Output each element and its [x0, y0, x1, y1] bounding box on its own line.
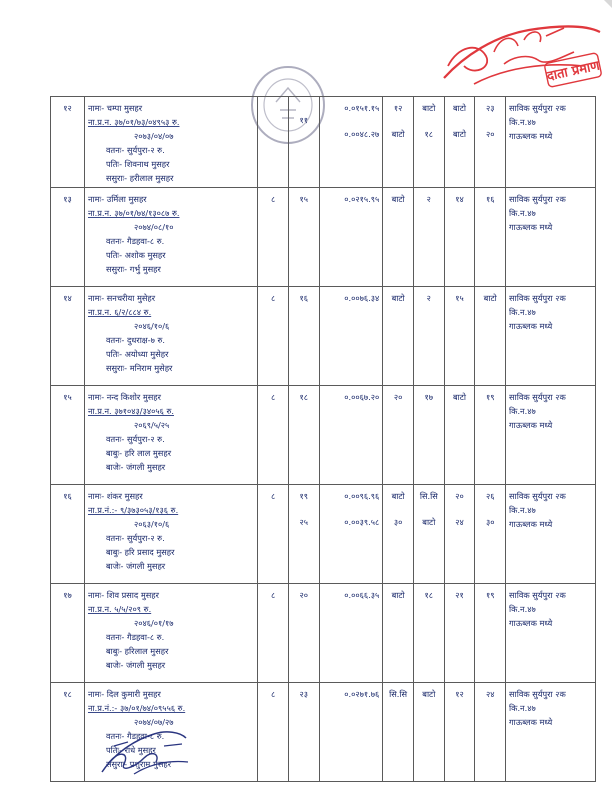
- boundary-north-second: २४: [455, 517, 464, 527]
- serial-number-cell: [51, 683, 85, 782]
- remark-line: साविक सुर्यपुरा २क: [509, 293, 566, 303]
- owner-detail-line: वतनः- सुर्यपुरा-२ रु.: [105, 533, 165, 543]
- area: ०.००९६.९६: [344, 491, 380, 501]
- remark-line: गाऊब्लक मध्ये: [509, 131, 553, 141]
- owner-detail-line: २०७३/०४/०७: [133, 131, 174, 141]
- area: ०.००६६.३५: [344, 590, 380, 600]
- boundary-north: बाटो: [452, 103, 467, 113]
- boundary-south-cell: [475, 584, 506, 683]
- boundary-east-cell: [383, 97, 414, 188]
- serial-number: १६: [63, 491, 72, 501]
- area: ०.००७६.३४: [344, 293, 380, 303]
- plot-number: १८: [299, 392, 309, 402]
- owner-details-cell: [84, 386, 257, 485]
- boundary-west: १८: [424, 590, 434, 600]
- serial-number: १३: [63, 194, 72, 204]
- serial-number: १२: [63, 103, 72, 113]
- stamp-text: दाता प्रमाण: [545, 58, 602, 85]
- area: ०.०२१५.९५: [344, 194, 380, 204]
- boundary-west-cell: [413, 584, 444, 683]
- owner-detail-line: ससुराः- हरीलाल मुसहर: [105, 173, 174, 183]
- remarks-cell: [506, 584, 596, 683]
- owner-detail-line: ना.प्र.न. ६/२/८८४ रु.: [87, 307, 152, 317]
- remarks-cell: [506, 485, 596, 584]
- serial-number-cell: [51, 584, 85, 683]
- remark-line: गाऊब्लक मध्ये: [509, 618, 553, 628]
- map-sheet-cell: [258, 188, 289, 287]
- owner-detail-line: बाबुः- हरिलाल मुसहर: [105, 646, 169, 656]
- boundary-east: १२: [393, 103, 403, 113]
- map-sheet-cell: [258, 287, 289, 386]
- owner-detail-line: वतनः- सुर्यपुरा-२ रु.: [105, 434, 165, 444]
- owner-detail-line: नामः- दिल कुमारी मुसहर: [87, 689, 161, 699]
- boundary-south-second: ३०: [485, 517, 495, 527]
- owner-detail-line: २०४६/०१/१७: [133, 618, 174, 628]
- remark-line: गाऊब्लक मध्ये: [509, 222, 553, 232]
- boundary-east-second: ३०: [393, 517, 403, 527]
- map-sheet: ८: [270, 491, 276, 501]
- owner-detail-line: बाजेः- जंगली मुसहर: [105, 462, 166, 472]
- boundary-west-cell: [413, 683, 444, 782]
- plot-number-second: २५: [299, 517, 309, 527]
- remarks-cell: [506, 386, 596, 485]
- serial-number: १५: [63, 392, 72, 402]
- boundary-west-cell: [413, 485, 444, 584]
- boundary-west: बाटो: [422, 103, 436, 113]
- remark-line: गाऊब्लक मध्ये: [509, 717, 553, 727]
- area-cell: [319, 683, 383, 782]
- remark-line: कि.न.४७: [509, 208, 536, 218]
- table-row: [51, 188, 596, 287]
- map-sheet: ८: [270, 194, 276, 204]
- map-sheet: ८: [270, 689, 276, 699]
- owner-detail-line: वतनः- गैडहवा-८ रु.: [105, 236, 165, 246]
- remarks-cell: [506, 188, 596, 287]
- office-stamp: [434, 6, 604, 92]
- plot-number-cell: [288, 97, 319, 188]
- serial-number: १८: [63, 689, 72, 699]
- signature: [94, 724, 194, 782]
- plot-number-cell: [288, 683, 319, 782]
- boundary-south-cell: [475, 97, 506, 188]
- owner-detail-line: २०७४/०८/१०: [133, 222, 174, 232]
- boundary-east-cell: [383, 386, 414, 485]
- remark-line: साविक सुर्यपुरा २क: [509, 689, 566, 699]
- table-row: [51, 97, 596, 188]
- boundary-north: २१: [455, 590, 464, 600]
- boundary-east-cell: [383, 584, 414, 683]
- remark-line: कि.न.४७: [509, 604, 536, 614]
- map-sheet-cell: [258, 584, 289, 683]
- remark-line: कि.न.४७: [509, 406, 536, 416]
- boundary-west: सि.सि: [419, 491, 438, 501]
- boundary-west-cell: [413, 287, 444, 386]
- boundary-north-cell: [444, 485, 475, 584]
- serial-number-cell: [51, 188, 85, 287]
- plot-number: १६: [299, 293, 309, 303]
- owner-detail-line: ना.प्र.न. ३७१०४३/३४०५६ रु.: [87, 406, 174, 416]
- boundary-east: २०: [393, 392, 403, 402]
- boundary-north-cell: [444, 584, 475, 683]
- boundary-south-cell: [475, 188, 506, 287]
- boundary-west: २: [426, 293, 431, 303]
- serial-number-cell: [51, 97, 85, 188]
- owner-detail-line: २०६९/५/२५: [133, 420, 170, 430]
- boundary-south-cell: [475, 485, 506, 584]
- table-row: [51, 386, 596, 485]
- owner-detail-line: २०७४/०७/२७: [133, 717, 174, 727]
- boundary-north-cell: [444, 386, 475, 485]
- plot-number: २०: [299, 590, 309, 600]
- remarks-cell: [506, 287, 596, 386]
- map-sheet: ८: [270, 590, 276, 600]
- boundary-south-cell: [475, 683, 506, 782]
- area-second: ०.००३९.५८: [344, 517, 380, 527]
- owner-detail-line: बाबुः- हरि लाल मुसहर: [105, 448, 172, 458]
- owner-detail-line: ना.प्र.न. ३७/०१/७३/०४९५३ रु.: [87, 117, 180, 127]
- map-sheet-cell: [258, 485, 289, 584]
- boundary-south: बाटो: [483, 293, 497, 303]
- area-cell: [319, 386, 383, 485]
- owner-detail-line: पतिः- राधे मुसहर: [105, 745, 156, 755]
- plot-number: १९: [299, 491, 309, 501]
- boundary-west-cell: [413, 188, 444, 287]
- owner-detail-line: ना.प्र.नं.:- ९/३७३०५३/१३६ रु.: [87, 505, 179, 515]
- owner-details-cell: [84, 97, 257, 188]
- boundary-south: १६: [485, 194, 495, 204]
- records-body: [51, 97, 596, 782]
- boundary-south: १९: [485, 392, 495, 402]
- boundary-north: १४: [455, 194, 464, 204]
- owner-detail-line: २०६३/१०/६: [133, 519, 170, 529]
- remark-line: कि.न.४७: [509, 505, 536, 515]
- area-cell: [319, 485, 383, 584]
- area-cell: [319, 97, 383, 188]
- plot-number-cell: [288, 485, 319, 584]
- boundary-west-second: १८: [424, 129, 434, 139]
- plot-number: २३: [299, 689, 309, 699]
- map-sheet-cell: [258, 97, 289, 188]
- owner-detail-line: ससुराः- गर्भु मुसहर: [105, 264, 161, 274]
- owner-detail-line: बाजेः- जंगली मुसहर: [105, 561, 166, 571]
- owner-detail-line: नामः- उर्मिला मुसहर: [87, 194, 147, 204]
- remark-line: साविक सुर्यपुरा २क: [509, 194, 566, 204]
- owner-detail-line: २०४६/१०/६: [133, 321, 170, 331]
- table-row: [51, 485, 596, 584]
- remark-line: गाऊब्लक मध्ये: [509, 519, 553, 529]
- plot-number: १५: [299, 194, 309, 204]
- remarks-cell: [506, 683, 596, 782]
- table-row: [51, 584, 596, 683]
- boundary-east-cell: [383, 188, 414, 287]
- boundary-west-cell: [413, 386, 444, 485]
- boundary-east: बाटो: [391, 590, 405, 600]
- boundary-south: २६: [485, 491, 495, 501]
- remark-line: साविक सुर्यपुरा २क: [509, 590, 566, 600]
- boundary-east-second: बाटो: [391, 129, 405, 139]
- owner-detail-line: ससुराः- प्रशुराम मुसहर: [105, 759, 172, 769]
- boundary-south-second: २०: [485, 129, 495, 139]
- owner-detail-line: वतनः- सुर्यपुरा-२ रु.: [105, 145, 165, 155]
- boundary-north-second: बाटो: [452, 129, 467, 139]
- owner-detail-line: नामः- सनचरीया मुसेहर: [87, 293, 156, 303]
- land-records-table: [50, 96, 596, 782]
- owner-detail-line: ना.प्र.न. ५/५/२०९ रु.: [87, 604, 152, 614]
- remark-line: गाऊब्लक मध्ये: [509, 321, 553, 331]
- area: ०.०१५१.१५: [344, 103, 380, 113]
- owner-details-cell: [84, 485, 257, 584]
- boundary-west: बाटो: [422, 689, 436, 699]
- serial-number: १४: [63, 293, 72, 303]
- owner-detail-line: ससुराः- मनिराम मुसेहर: [105, 363, 173, 373]
- boundary-south: २३: [485, 103, 495, 113]
- serial-number-cell: [51, 287, 85, 386]
- table-row: [51, 287, 596, 386]
- boundary-south-cell: [475, 386, 506, 485]
- boundary-north: १२: [455, 689, 464, 699]
- area: ०.०२७१.७६: [344, 689, 380, 699]
- boundary-east-cell: [383, 485, 414, 584]
- boundary-south: २४: [485, 689, 495, 699]
- area-cell: [319, 287, 383, 386]
- boundary-west: २: [426, 194, 431, 204]
- owner-detail-line: बाजेः- जंगली मुसहर: [105, 660, 166, 670]
- owner-details-cell: [84, 584, 257, 683]
- owner-details-cell: [84, 188, 257, 287]
- remark-line: कि.न.४७: [509, 117, 536, 127]
- owner-detail-line: पतिः- अशोक मुसहर: [105, 250, 166, 260]
- boundary-east: बाटो: [391, 491, 405, 501]
- owner-detail-line: ना.प्र.नं.:- ३७/०१/७४/०९५५६ रु.: [87, 703, 186, 713]
- area-cell: [319, 584, 383, 683]
- map-sheet-cell: [258, 683, 289, 782]
- boundary-north-cell: [444, 287, 475, 386]
- boundary-east: बाटो: [391, 293, 405, 303]
- owner-detail-line: नामः- शिव प्रसाद मुसहर: [87, 590, 159, 600]
- boundary-north-cell: [444, 188, 475, 287]
- serial-number: १७: [63, 590, 72, 600]
- remark-line: कि.न.४७: [509, 307, 536, 317]
- boundary-south: १९: [485, 590, 495, 600]
- owner-detail-line: बाबुः- हरि प्रसाद मुसहर: [105, 547, 175, 557]
- boundary-west-cell: [413, 97, 444, 188]
- owner-detail-line: वतनः- गैडहवा-८ रु.: [105, 632, 165, 642]
- boundary-north: बाटो: [452, 392, 467, 402]
- remark-line: साविक सुर्यपुरा २क: [509, 491, 566, 501]
- plot-number-cell: [288, 584, 319, 683]
- remark-line: साविक सुर्यपुरा २क: [509, 103, 566, 113]
- remark-line: साविक सुर्यपुरा २क: [509, 392, 566, 402]
- boundary-east-cell: [383, 287, 414, 386]
- owner-detail-line: वतनः- दुधराक्ष-७ रु.: [105, 335, 165, 345]
- owner-detail-line: पतिः- शिवनाथ मुसहर: [105, 159, 170, 169]
- owner-detail-line: नामः- चम्पा मुसहर: [87, 103, 143, 113]
- owner-detail-line: ना.प्र.न. ३७/०१/७४/१३०८७ रु.: [87, 208, 180, 218]
- boundary-west-second: बाटो: [422, 517, 436, 527]
- remark-line: गाऊब्लक मध्ये: [509, 420, 553, 430]
- boundary-east: बाटो: [391, 194, 405, 204]
- map-sheet: ८: [270, 293, 276, 303]
- boundary-south-cell: [475, 287, 506, 386]
- remarks-cell: [506, 97, 596, 188]
- boundary-north-cell: [444, 97, 475, 188]
- remark-line: कि.न.४७: [509, 703, 536, 713]
- owner-detail-line: नामः- शंकर मुसहर: [87, 491, 143, 501]
- owner-details-cell: [84, 287, 257, 386]
- boundary-west: १७: [424, 392, 434, 402]
- boundary-east-cell: [383, 683, 414, 782]
- plot-number-cell: [288, 188, 319, 287]
- boundary-north-cell: [444, 683, 475, 782]
- plot-number-cell: [288, 287, 319, 386]
- serial-number-cell: [51, 386, 85, 485]
- plot-number-cell: [288, 386, 319, 485]
- boundary-north: १५: [455, 293, 464, 303]
- area-second: ०.००४८.२७: [344, 129, 380, 139]
- map-sheet: ८: [270, 392, 276, 402]
- area-cell: [319, 188, 383, 287]
- serial-number-cell: [51, 485, 85, 584]
- page-corner-mark: [604, 0, 612, 8]
- plot-number-second: ११: [299, 115, 309, 125]
- boundary-east: सि.सि: [389, 689, 408, 699]
- map-sheet-cell: [258, 386, 289, 485]
- boundary-north: २०: [455, 491, 464, 501]
- area: ०.००६७.२०: [344, 392, 380, 402]
- owner-detail-line: पतिः- अयोध्या मुसेहर: [105, 349, 169, 359]
- owner-detail-line: वतनः- गैडहवा-८ रु.: [105, 731, 165, 741]
- owner-detail-line: नामः- नन्द किशोर मुसहर: [87, 392, 161, 402]
